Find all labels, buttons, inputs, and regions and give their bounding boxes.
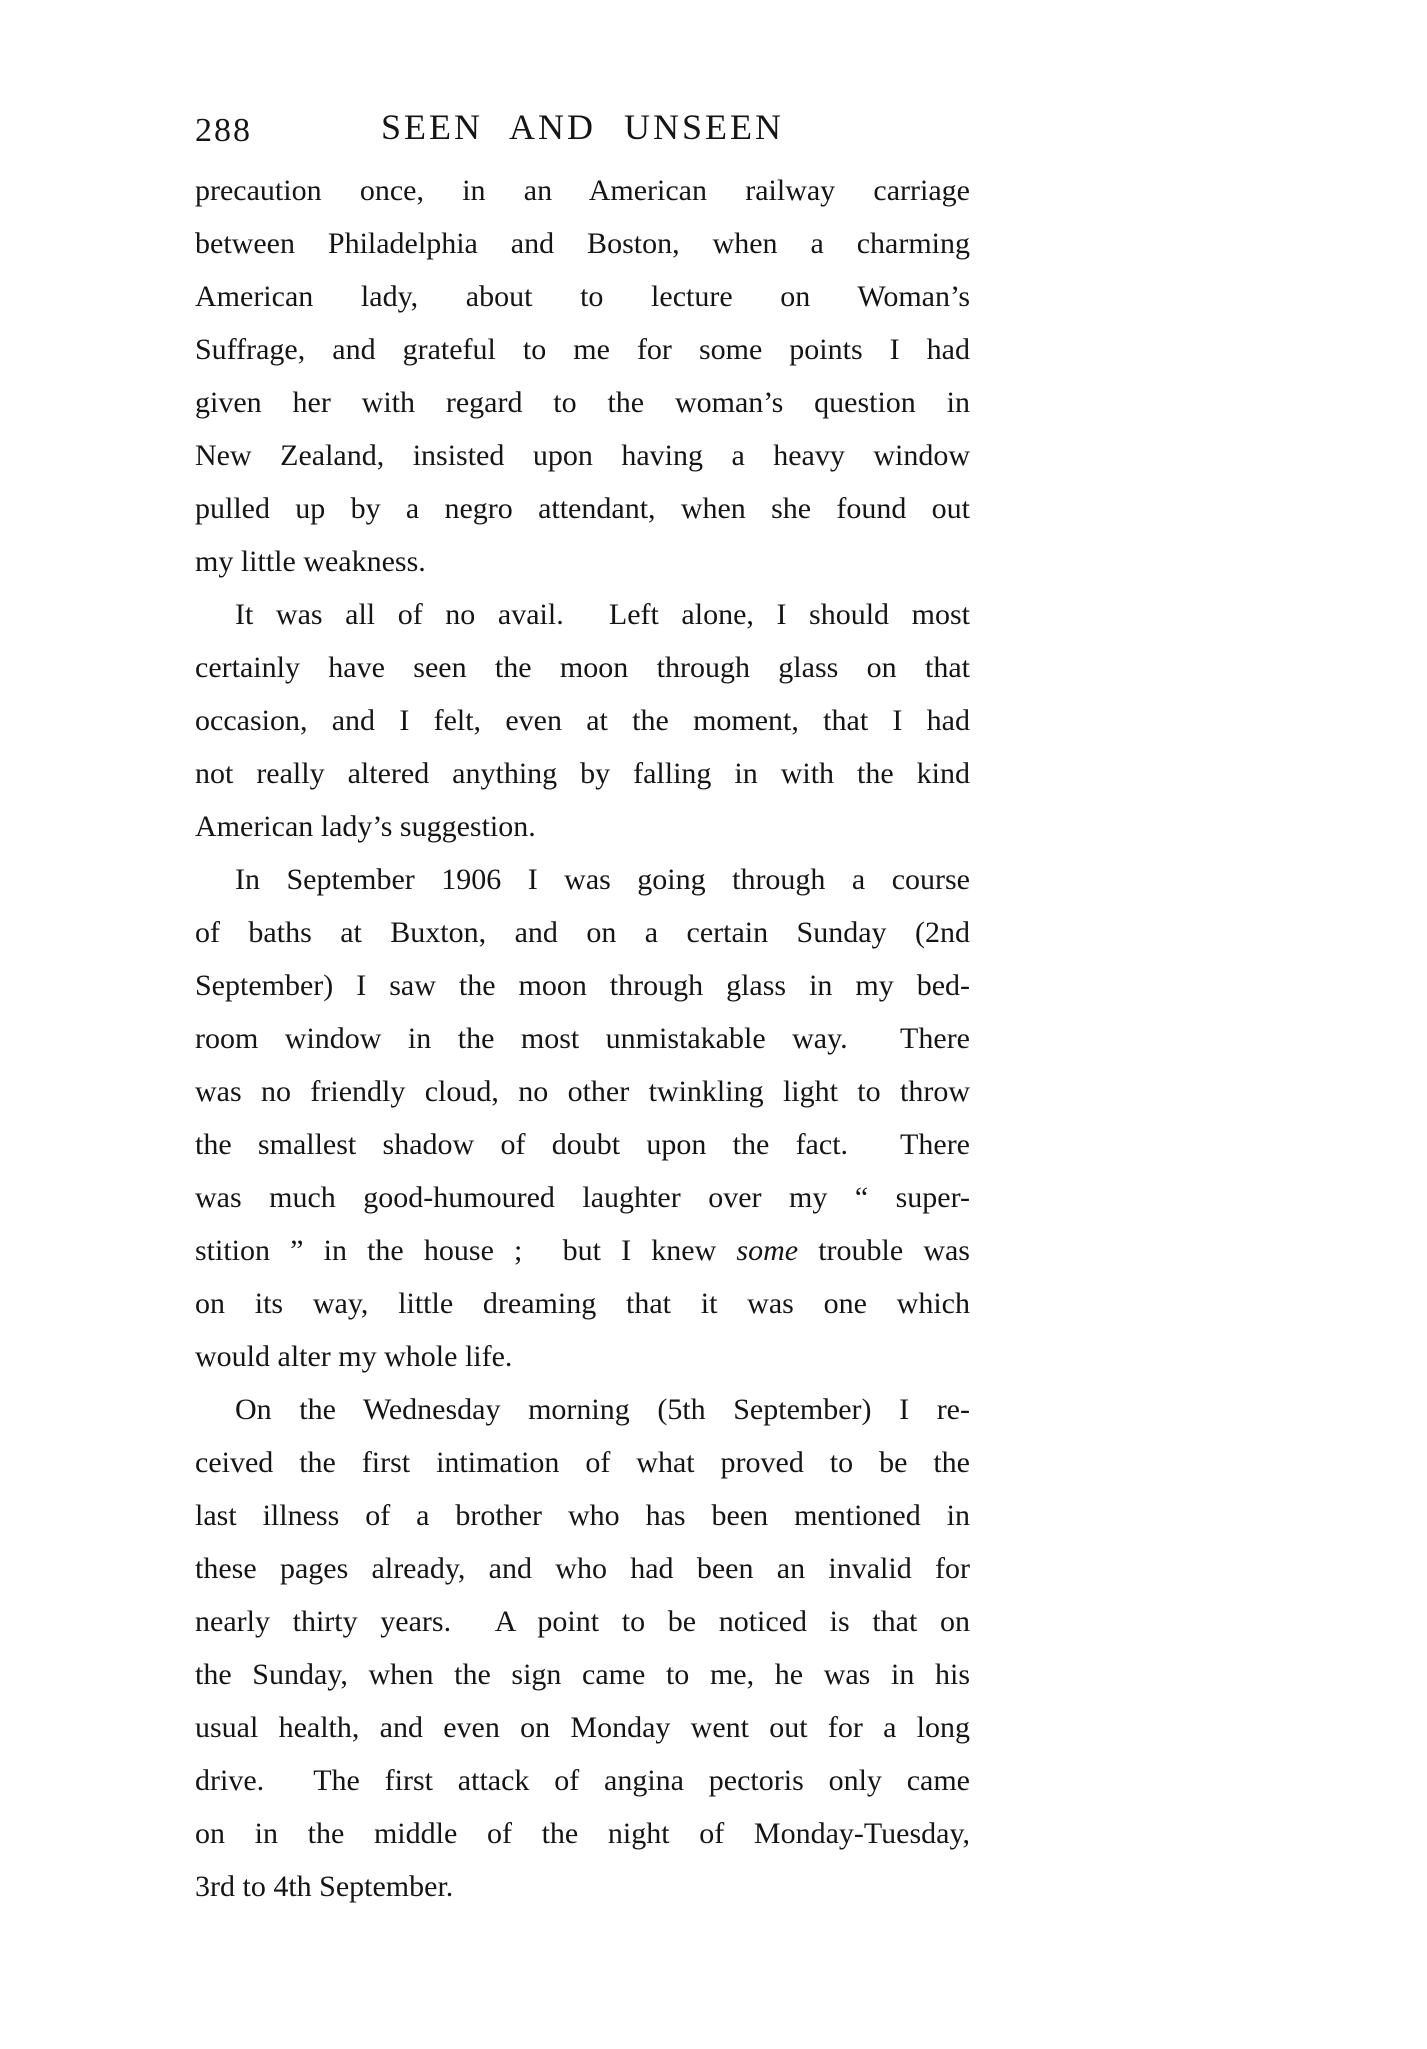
text-line: nearly thirty years. A point to be noticed is that on [195, 1605, 970, 1638]
text-line: of baths at Buxton, and on a certain Sunday (2nd [195, 916, 970, 949]
text-line: between Philadelphia and Boston, when a charming [195, 227, 970, 260]
text-line: American lady, about to lecture on Woman’s [195, 280, 970, 313]
paragraph [195, 1383, 970, 1913]
text-body [195, 164, 970, 1913]
text-line: was much good-humoured laughter over my “ super- [195, 1181, 970, 1214]
text-segment: trouble was [798, 1234, 970, 1267]
text-line: American lady’s suggestion. [195, 810, 536, 843]
text-line: the Sunday, when the sign came to me, he was in his [195, 1658, 970, 1691]
text-line: the smallest shadow of doubt upon the fact. There [195, 1128, 970, 1161]
paragraph [195, 853, 970, 1383]
text-line: occasion, and I felt, even at the moment, that I had [195, 704, 970, 737]
text-line: certainly have seen the moon through glass on that [195, 651, 970, 684]
text-line: Suffrage, and grateful to me for some points I had [195, 333, 970, 366]
italic-text: some [736, 1234, 799, 1267]
text-line [195, 1224, 970, 1277]
paragraph [195, 588, 970, 853]
text-line: pulled up by a negro attendant, when she found out [195, 492, 970, 525]
text-line: given her with regard to the woman’s question in [195, 386, 970, 419]
text-line: On the Wednesday morning (5th September) I re- [235, 1393, 970, 1426]
text-line: It was all of no avail. Left alone, I should most [235, 598, 970, 631]
text-line: In September 1906 I was going through a course [235, 863, 970, 896]
text-line: drive. The first attack of angina pectoris only came [195, 1764, 970, 1797]
text-line: was no friendly cloud, no other twinkling light to throw [195, 1075, 970, 1108]
text-line: on in the middle of the night of Monday-Tuesday, [195, 1817, 970, 1850]
text-line: usual health, and even on Monday went out for a long [195, 1711, 970, 1744]
page-header [195, 106, 970, 160]
text-line: these pages already, and who had been an invalid for [195, 1552, 970, 1585]
text-line: precaution once, in an American railway carriage [195, 174, 970, 207]
text-line: not really altered anything by falling in with the kind [195, 757, 970, 790]
page-number: 288 [195, 112, 252, 149]
text-line: room window in the most unmistakable way. There [195, 1022, 970, 1055]
text-line: would alter my whole life. [195, 1340, 513, 1373]
text-line: September) I saw the moon through glass in my bed- [195, 969, 970, 1002]
text-line: on its way, little dreaming that it was one which [195, 1287, 970, 1320]
running-title: SEEN AND UNSEEN [380, 107, 784, 147]
text-segment: stition ” in the house ; but I knew [195, 1234, 737, 1267]
text-line: ceived the first intimation of what proved to be the [195, 1446, 970, 1479]
text-line: last illness of a brother who has been mentioned in [195, 1499, 970, 1532]
text-line: my little weakness. [195, 545, 426, 578]
paragraph [195, 164, 970, 588]
text-line: 3rd to 4th September. [195, 1870, 454, 1903]
text-line: New Zealand, insisted upon having a heavy window [195, 439, 970, 472]
